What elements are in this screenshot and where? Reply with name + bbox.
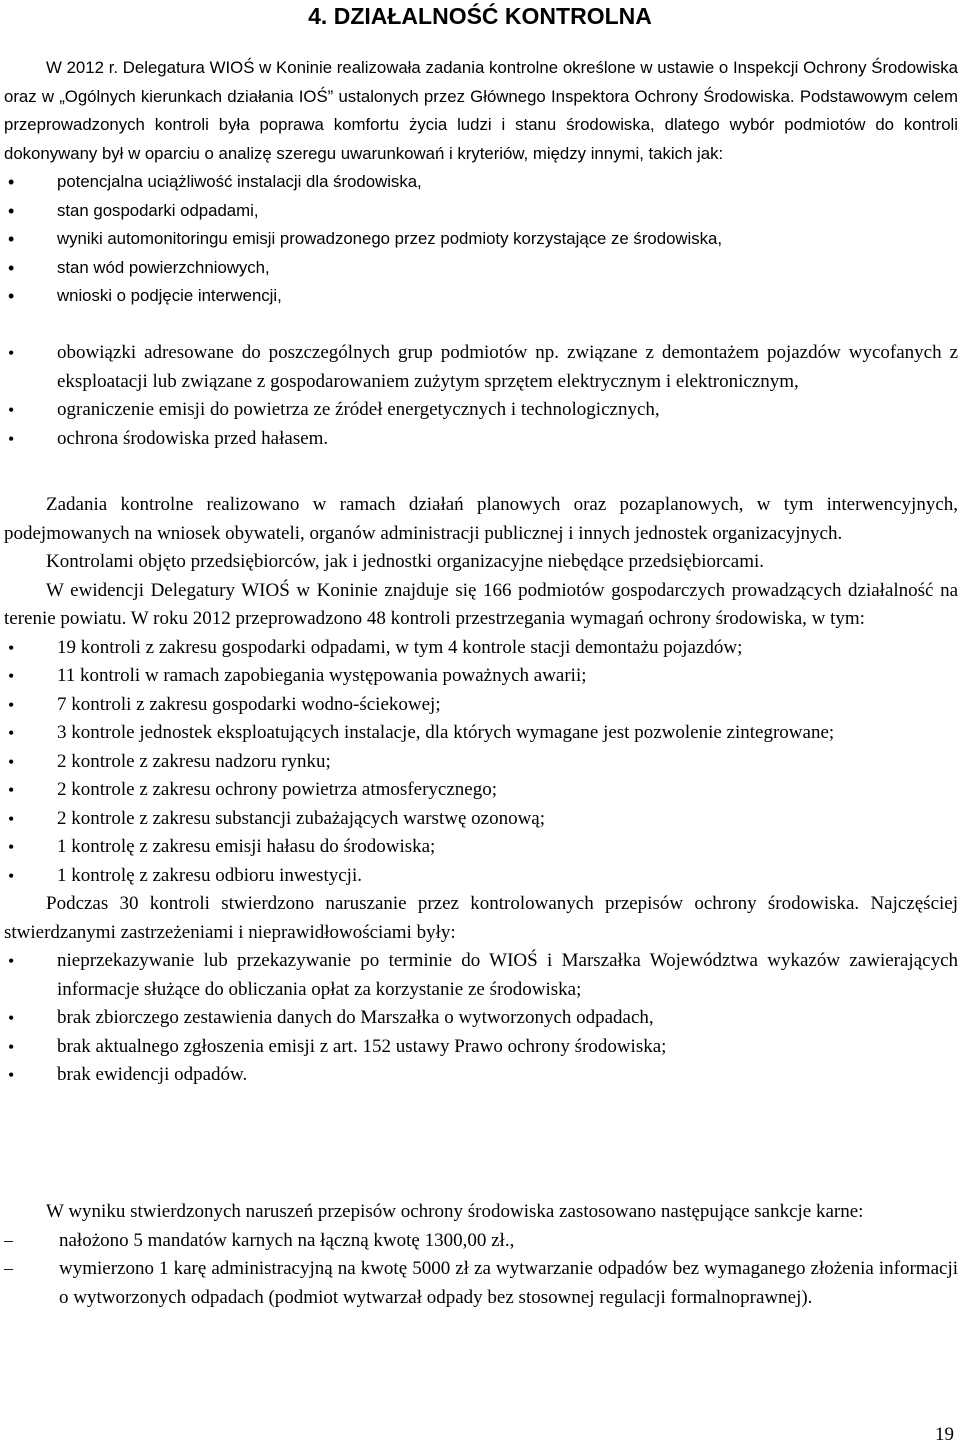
list-item: • wnioski o podjęcie interwencji,: [4, 282, 958, 311]
list-item: • brak aktualnego zgłoszenia emisji z art. 152 ustawy Prawo ochrony środowiska;: [4, 1033, 958, 1062]
list-item: • potencjalna uciążliwość instalacji dla środowiska,: [4, 168, 958, 197]
tasks-paragraph: Zadania kontrolne realizowano w ramach działań planowych oraz pozaplanowych, w tym interwencyjnych, podejmowanych na wniosek obywateli, organów administracji publicznej i innych jednostek organizacyjnych.: [4, 494, 958, 544]
sanctions-paragraph: W wyniku stwierdzonych naruszeń przepisów ochrony środowiska zastosowano następujące sankcje karne:: [46, 1201, 864, 1222]
controls-section: [4, 491, 958, 1090]
bullet-icon: •: [8, 400, 15, 420]
bullet-icon: •: [8, 257, 15, 278]
list-item: • 19 kontroli z zakresu gospodarki odpadami, w tym 4 kontrole stacji demontażu pojazdów;: [4, 634, 958, 663]
intro-paragraph: W 2012 r. Delegatura WIOŚ w Koninie realizowała zadania kontrolne określone w ustawie o Inspekcji Ochrony Środowiska oraz w „Ogólnych kierunkach działania IOŚ” ustalonych przez Głównego Inspektora Ochrony Środowiska. Podstawowym celem przeprowadzonych kontroli była poprawa komfortu życia ludzi i stanu środowiska, dlatego wybór podmiotów do kontroli dokonywany był w oparciu o analizę szeregu uwarunkowań i kryteriów, między innymi, takich jak:: [4, 58, 958, 163]
criteria-list: [4, 168, 958, 311]
bullet-icon: •: [8, 286, 15, 306]
bullet-icon: •: [8, 343, 15, 363]
list-item: • 1 kontrolę z zakresu odbioru inwestycji.: [4, 862, 958, 891]
list-item: • 2 kontrole z zakresu nadzoru rynku;: [4, 748, 958, 777]
bullet-icon: •: [8, 1036, 15, 1057]
list-item: • 3 kontrole jednostek eksploatujących instalacje, dla których wymagane jest pozwolenie zintegrowane;: [4, 719, 958, 748]
list-item: • 2 kontrole z zakresu substancji zubażających warstwę ozonową;: [4, 805, 958, 834]
controls-list: [4, 634, 958, 891]
list-item: • stan wód powierzchniowych,: [4, 254, 958, 283]
list-item: • ograniczenie emisji do powietrza ze źródeł energetycznych i technologicznych,: [4, 396, 958, 425]
page-number: 19: [935, 1424, 954, 1445]
list-item: • 2 kontrole z zakresu ochrony powietrza atmosferycznego;: [4, 776, 958, 805]
bullet-icon: •: [8, 694, 15, 715]
bullet-icon: •: [8, 229, 15, 249]
list-item: • nieprzekazywanie lub przekazywanie po terminie do WIOŚ i Marszałka Województwa wykazów zawierających informacje służące do obliczania opłat za korzystanie ze środowiska;: [4, 947, 958, 1004]
list-item: • obowiązki adresowane do poszczególnych grup podmiotów np. związane z demontażem pojazdów wycofanych z eksploatacji lub związane z gospodarowaniem zużytym sprzętem elektrycznym i elektronicznym,: [4, 339, 958, 396]
bullet-icon: •: [8, 780, 15, 800]
list-item: – nałożono 5 mandatów karnych na łączną kwotę 1300,00 zł.,: [4, 1227, 958, 1256]
bullet-icon: •: [8, 666, 15, 686]
list-item: • brak ewidencji odpadów.: [4, 1061, 958, 1090]
list-item: • ochrona środowiska przed hałasem.: [4, 425, 958, 454]
sanctions-list: [4, 1227, 958, 1313]
bullet-icon: •: [8, 200, 15, 221]
bullet-icon: •: [8, 172, 15, 192]
criteria-list-continued: [4, 339, 958, 453]
list-item: • brak zbiorczego zestawienia danych do Marszałka o wytworzonych odpadach,: [4, 1004, 958, 1033]
intro-section: [4, 54, 958, 311]
bullet-icon: •: [8, 751, 15, 772]
bullet-icon: •: [8, 428, 15, 449]
bullet-icon: •: [8, 1065, 15, 1085]
bullet-icon: •: [8, 723, 15, 743]
violations-list: [4, 947, 958, 1090]
list-item: • stan gospodarki odpadami,: [4, 197, 958, 226]
bullet-icon: •: [8, 837, 15, 857]
list-item: • 7 kontroli z zakresu gospodarki wodno-ściekowej;: [4, 691, 958, 720]
bullet-icon: •: [8, 637, 15, 658]
list-item: – wymierzono 1 karę administracyjną na kwotę 5000 zł za wytwarzanie odpadów bez wymaganego złożenia informacji o wytworzonych odpadach (podmiot wytwarzał odpady bez stosownej regulacji formalnoprawnej).: [4, 1255, 958, 1312]
list-item: • 11 kontroli w ramach zapobiegania występowania poważnych awarii;: [4, 662, 958, 691]
registry-paragraph: W ewidencji Delegatury WIOŚ w Koninie znajduje się 166 podmiotów gospodarczych prowadzących działalność na terenie powiatu. W roku 2012 przeprowadzono 48 kontroli przestrzegania wymagań ochrony środowiska, w tym:: [4, 579, 958, 629]
violations-paragraph: Podczas 30 kontroli stwierdzono naruszanie przez kontrolowanych przepisów ochrony środowiska. Najczęściej stwierdzanymi zastrzeżeniami i nieprawidłowościami były:: [4, 893, 958, 943]
scope-paragraph: Kontrolami objęto przedsiębiorców, jak i jednostki organizacyjne niebędące przedsiębiorcami.: [46, 551, 765, 572]
sanctions-section: [4, 1198, 958, 1312]
bullet-icon: •: [8, 1008, 15, 1028]
section-heading: 4. DZIAŁALNOŚĆ KONTROLNA: [308, 3, 652, 29]
list-item: • 1 kontrolę z zakresu emisji hałasu do środowiska;: [4, 833, 958, 862]
list-item: • wyniki automonitoringu emisji prowadzonego przez podmioty korzystające ze środowiska,: [4, 225, 958, 254]
dash-icon: –: [4, 1229, 13, 1250]
bullet-icon: •: [8, 808, 15, 829]
bullet-icon: •: [8, 951, 15, 971]
bullet-icon: •: [8, 865, 15, 886]
dash-icon: –: [4, 1258, 13, 1278]
criteria-section-serif: [4, 339, 958, 453]
